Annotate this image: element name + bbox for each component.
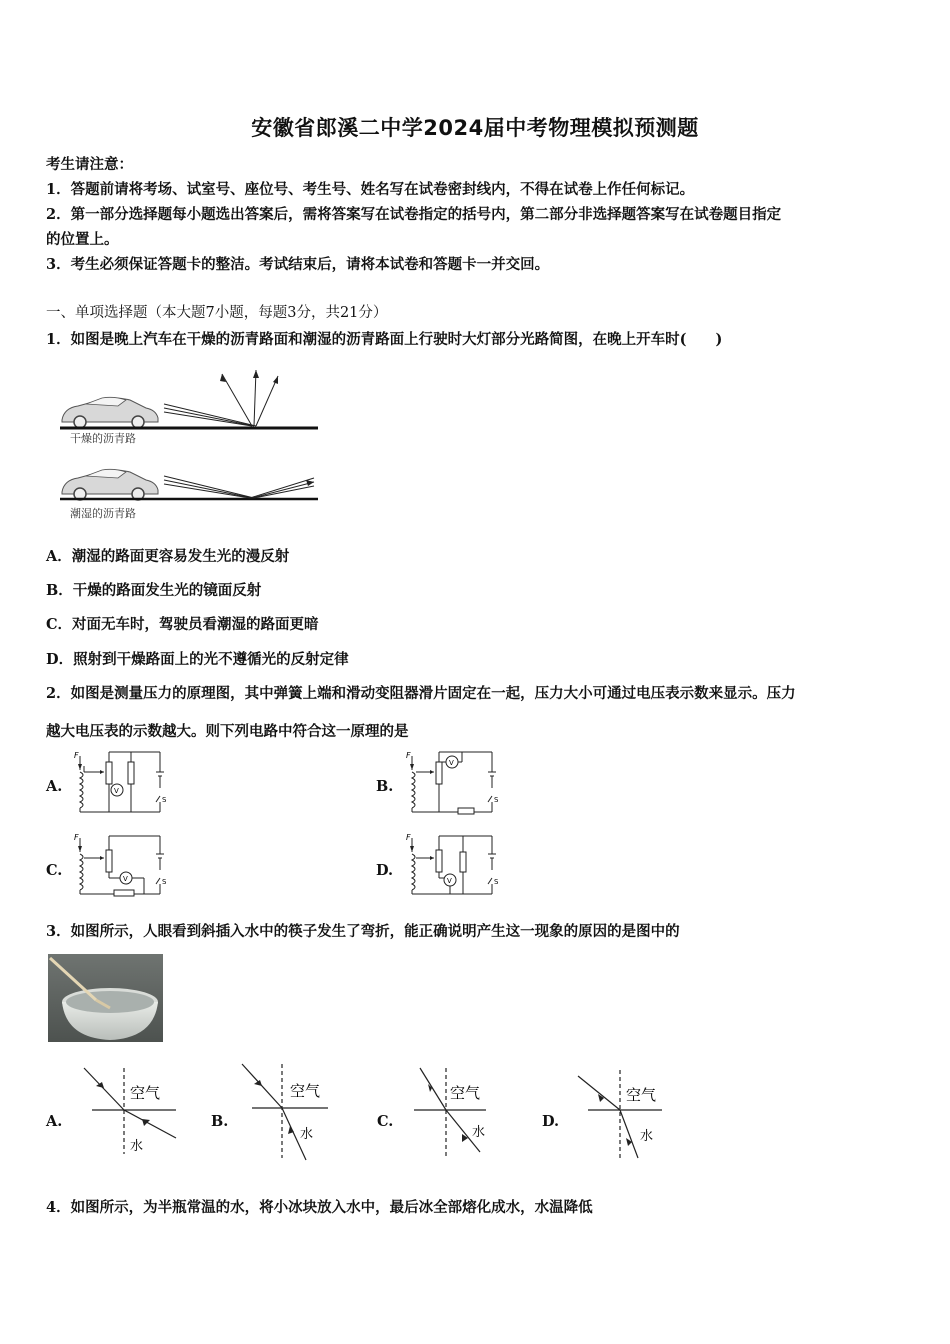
- q3-label-a: A.: [46, 1113, 63, 1130]
- switch-label: S: [494, 796, 499, 804]
- notice-heading: 考生请注意：: [46, 156, 133, 173]
- q3-label-d: D.: [542, 1113, 560, 1130]
- q2-label-b: B.: [376, 778, 394, 795]
- refraction-d: [574, 1066, 674, 1164]
- circuit-b: [402, 748, 502, 816]
- q3-label-b: B.: [211, 1113, 229, 1130]
- air-label: 空气: [626, 1086, 657, 1104]
- force-label: F: [74, 751, 79, 760]
- car-dry-icon: [62, 397, 158, 428]
- switch-label: S: [494, 878, 499, 886]
- q2-label-a: A.: [46, 778, 63, 795]
- circuit-d: [402, 830, 502, 898]
- car-wet-icon: [62, 469, 158, 500]
- air-label: 空气: [130, 1084, 161, 1102]
- notice-item: 2．第一部分选择题每小题选出答案后，需将答案写在试卷指定的括号内，第二部分非选择题答案写在试卷题目指定: [46, 206, 782, 223]
- notice-item: 1．答题前请将考场、试室号、座位号、考生号、姓名写在试卷密封线内，不得在试卷上作任何标记。: [46, 181, 695, 198]
- q1-stem: 1．如图是晚上汽车在干燥的沥青路面和潮湿的沥青路面上行驶时大灯部分光路简图，在晚上开车时( ): [46, 331, 723, 348]
- wet-light-rays: [164, 476, 314, 498]
- refraction-c: [410, 1062, 510, 1160]
- voltmeter-label: V: [449, 759, 454, 767]
- q1-option-d: D．照射到干燥路面上的光不遵循光的反射定律: [46, 651, 349, 668]
- switch-label: S: [162, 878, 167, 886]
- force-label: F: [406, 751, 411, 760]
- refraction-a: [80, 1062, 180, 1160]
- switch-label: S: [162, 796, 167, 804]
- voltmeter-label: V: [123, 875, 128, 883]
- q3-stem: 3．如图所示，人眼看到斜插入水中的筷子发生了弯折，能正确说明产生这一现象的原因的是图中的: [46, 923, 680, 940]
- q1-option-a: A．潮湿的路面更容易发生光的漫反射: [46, 548, 290, 565]
- notice-item: 的位置上。: [46, 231, 119, 248]
- q2-label-c: C.: [46, 862, 63, 879]
- voltmeter-label: V: [114, 787, 119, 795]
- air-label: 空气: [290, 1082, 321, 1100]
- q2-stem-line1: 2．如图是测量压力的原理图，其中弹簧上端和滑动变阻器滑片固定在一起，压力大小可通过电压表示数来显示。压力: [46, 685, 796, 702]
- force-label: F: [74, 833, 79, 842]
- caption-dry-road: 干燥的沥青路: [70, 432, 136, 445]
- q1-option-b: B．干燥的路面发生光的镜面反射: [46, 582, 262, 599]
- bowl-chopstick-photo: [48, 954, 163, 1042]
- water-label: 水: [640, 1129, 654, 1144]
- q1-option-c: C．对面无车时，驾驶员看潮湿的路面更暗: [46, 616, 319, 633]
- water-label: 水: [130, 1139, 144, 1154]
- circuit-a: [70, 748, 170, 816]
- force-label: F: [406, 833, 411, 842]
- voltmeter-label: V: [447, 877, 452, 885]
- q3-label-c: C.: [377, 1113, 394, 1130]
- water-label: 水: [472, 1125, 486, 1140]
- caption-wet-road: 潮湿的沥青路: [70, 507, 136, 520]
- refraction-b: [238, 1058, 338, 1162]
- q1-figure: [56, 368, 320, 528]
- q2-label-d: D.: [376, 862, 394, 879]
- q2-stem-line2: 越大电压表的示数越大。则下列电路中符合这一原理的是: [46, 723, 409, 740]
- notice-item: 3．考生必须保证答题卡的整洁。考试结束后，请将本试卷和答题卡一并交回。: [46, 256, 550, 273]
- section-heading: 一、单项选择题（本大题7小题，每题3分，共21分）: [46, 305, 388, 321]
- page-title: 安徽省郎溪二中学2024届中考物理模拟预测题: [251, 116, 699, 140]
- air-label: 空气: [450, 1084, 481, 1102]
- circuit-c: [70, 830, 170, 898]
- q4-stem: 4．如图所示，为半瓶常温的水，将小冰块放入水中，最后冰全部熔化成水，水温降低: [46, 1199, 593, 1216]
- water-label: 水: [300, 1127, 314, 1142]
